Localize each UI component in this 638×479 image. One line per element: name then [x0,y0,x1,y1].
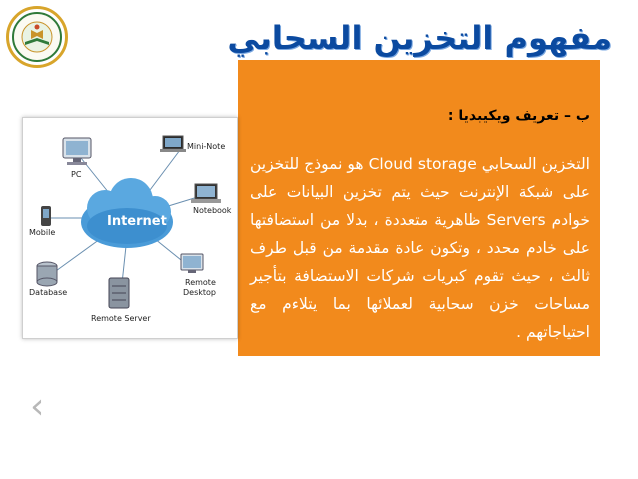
notebook-label: Notebook [193,206,232,215]
school-logo [6,6,68,68]
remote-server-label: Remote Server [91,314,151,323]
mobile-icon [41,206,51,226]
wikipedia-definition-heading: ب – تعريف ويكيبديا : [447,108,590,124]
mobile-label: Mobile [29,228,56,237]
remote-desktop-label-2: Desktop [183,288,216,297]
pc-icon [63,138,91,165]
pc-label: PC [71,170,82,179]
logo-emblem-icon [9,9,65,65]
mini-note-icon [160,136,186,152]
mini-note-label: Mini-Note [187,142,226,151]
database-icon [37,262,57,286]
cloud-network-diagram [22,117,238,339]
slide-title: مفهوم التخزين السحابي [227,19,612,57]
remote-desktop-icon [181,254,203,273]
database-label: Database [29,288,68,297]
cloud-label: Internet [107,214,167,229]
content-panel [238,60,600,356]
remote-server-icon [109,278,129,308]
previous-slide-button[interactable]: ‹ [30,386,45,427]
notebook-icon [191,184,221,203]
remote-desktop-label-1: Remote [185,278,216,287]
definition-paragraph: التخزين السحابي Cloud storage هو نموذج للتخزين على شبكة الإنترنت حيث يتم تخزين البيانات على خوادم Servers ظاهرية متعددة ، بدلا من استضافتها على خادم محدد ، وتكون عادة مقدمة من قبل طرف ثالث ، حيث تقوم كبريات شركات الاستضافة بتأجير مساحات خزن سحابية لعملائها بما يتلاءم مع احتياجاتهم . [250,155,590,341]
internet-cloud-icon [81,178,173,248]
